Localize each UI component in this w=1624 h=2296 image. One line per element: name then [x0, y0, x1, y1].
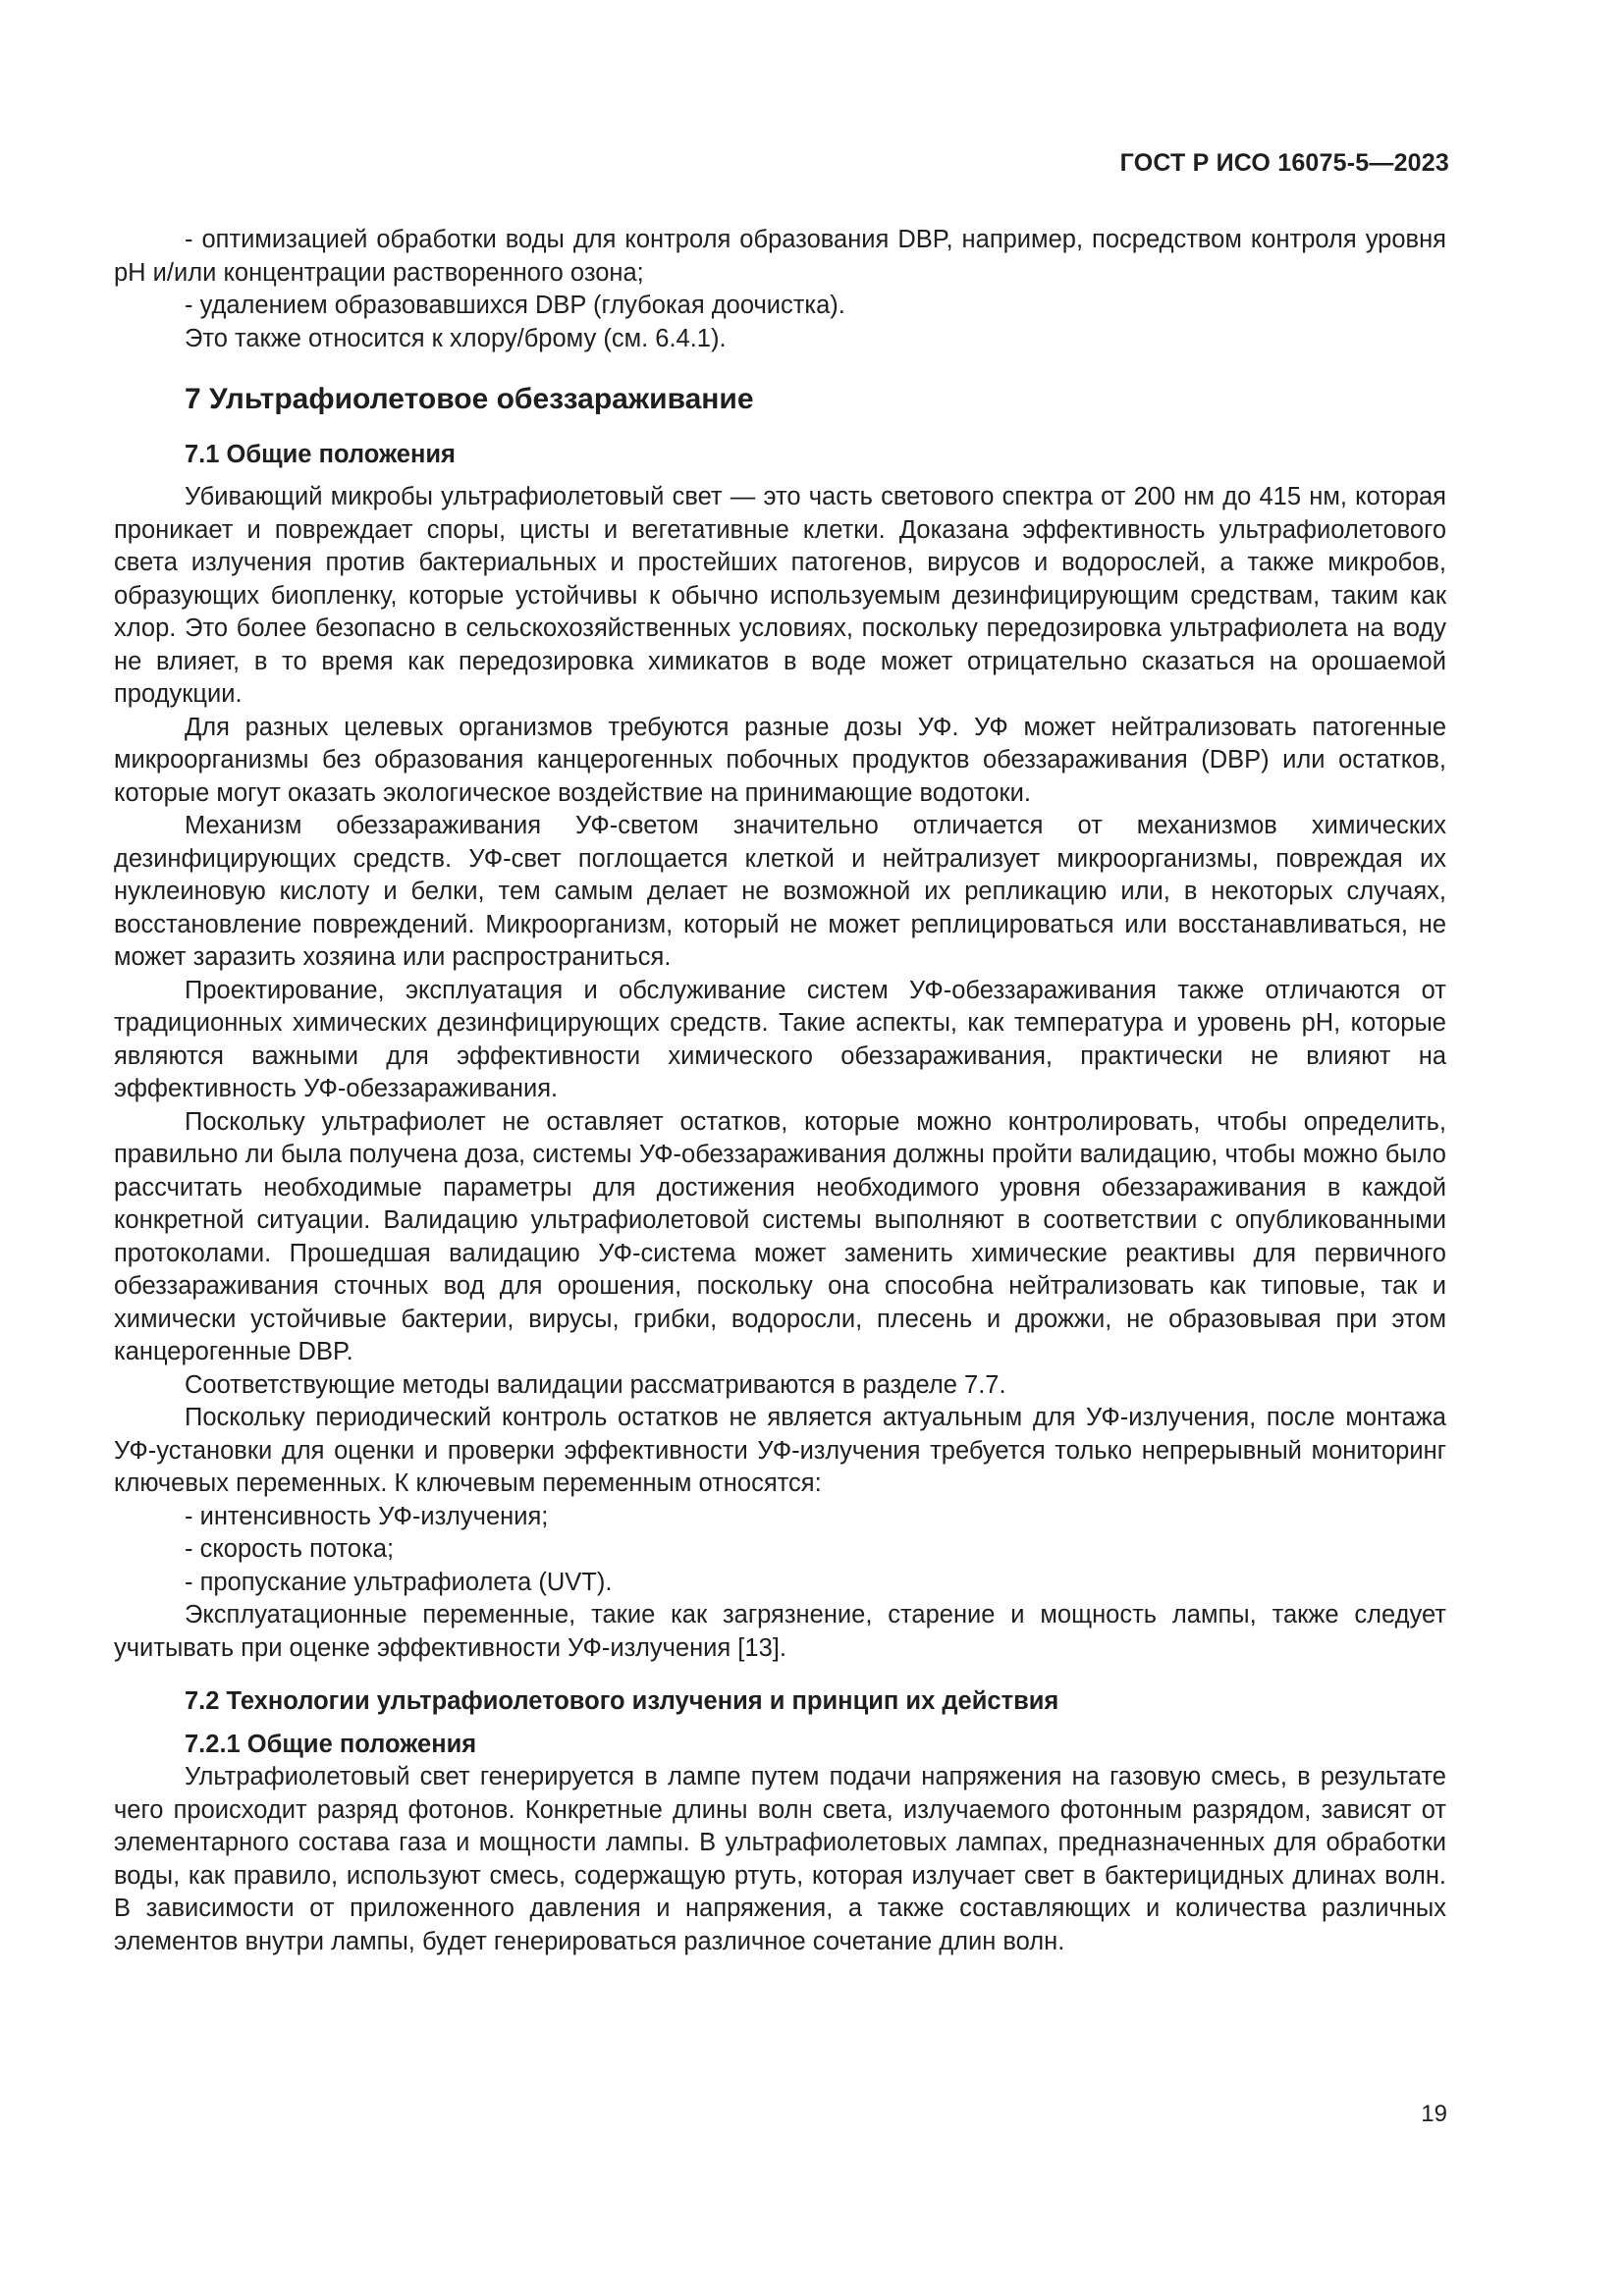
paragraph: Для разных целевых организмов требуются разные дозы УФ. УФ может нейтрализовать патогенные микроорганизмы без образования канцерогенных побочных продуктов обеззараживания (DBP) или остатков, которые могут оказать экологическое воздействие на принимающие водотоки. [114, 713, 1446, 807]
section-heading: 7 Ультрафиолетовое обеззараживание [185, 383, 754, 415]
paragraph: Проектирование, эксплуатация и обслуживание систем УФ-обеззараживания также отличаются от традиционных химических дезинфицирующих средств. Такие аспекты, как температура и уровень pH, которые являются важными для эффективности химического обеззараживания, практически не влияют на эффективность УФ-обеззараживания. [114, 976, 1446, 1102]
paragraph: Механизм обеззараживания УФ-светом значительно отличается от механизмов химических дезинфицирующих средств. УФ-свет поглощается клеткой и нейтрализует микроорганизмы, повреждая их нуклеиновую кислоту и белки, тем самым делает не возможной их репликацию или, в некоторых случаях, восстановление повреждений. Микроорганизм, который не может реплицироваться или восстанавливаться, не может заразить хозяина или распространиться. [114, 812, 1446, 971]
paragraph: Соответствующие методы валидации рассматриваются в разделе 7.7. [185, 1370, 1006, 1399]
paragraph: Эксплуатационные переменные, такие как загрязнение, старение и мощность лампы, также следует учитывать при оценке эффективности УФ-излучения [13]. [114, 1601, 1446, 1662]
paragraph: Это также относится к хлору/брому (см. 6.4.1). [185, 324, 727, 352]
list-item: - оптимизацией обработки воды для контроля образования DBP, например, посредством контроля уровня pH и/или концентрации растворенного озона; [114, 226, 1446, 287]
paragraph: Ультрафиолетовый свет генерируется в лампе путем подачи напряжения на газовую смесь, в результате чего происходит разряд фотонов. Конкретные длины волн света, излучаемого фотонным разрядом, зависят от элементарного состава газа и мощности лампы. В ультрафиолетовых лампах, предназначенных для обработки воды, как правило, используют смесь, содержащую ртуть, которая излучает свет в бактерицидных длинах волн. В зависимости от приложенного давления и напряжения, а также составляющих и количества различных элементов внутри лампы, будет генерироваться различное сочетание длин волн. [114, 1763, 1446, 1955]
paragraph: Поскольку ультрафиолет не оставляет остатков, которые можно контролировать, чтобы определить, правильно ли была получена доза, системы УФ-обеззараживания должны пройти валидацию, чтобы можно было рассчитать необходимые параметры для достижения необходимого уровня обеззараживания в каждой конкретной ситуации. Валидацию ультрафиолетовой системы выполняют в соответствии с опубликованными протоколами. Прошедшая валидацию УФ-система может заменить химические реактивы для первичного обеззараживания сточных вод для орошения, поскольку она способна нейтрализовать как типовые, так и химически устойчивые бактерии, вирусы, грибки, водоросли, плесень и дрожжи, не образовывая при этом канцерогенные DBP. [114, 1107, 1446, 1365]
paragraph: Убивающий микробы ультрафиолетовый свет — это часть светового спектра от 200 нм до 415 нм, которая проникает и повреждает споры, цисты и вегетативные клетки. Доказана эффективность ультрафиолетового света излучения против бактериальных и простейших патогенов, вирусов и водорослей, а также микробов, образующих биопленку, которые устойчивы к обычно используемым дезинфицирующим средствам, таким как хлор. Это более безопасно в сельскохозяйственных условиях, поскольку передозировка ультрафиолета на воду не влияет, в то время как передозировка химикатов в воде может отрицательно сказаться на орошаемой продукции. [114, 483, 1446, 708]
subsubsection-heading: 7.2.1 Общие положения [185, 1731, 477, 1758]
list-item: - пропускание ультрафиолета (UVT). [185, 1568, 613, 1596]
list-item: - удалением образовавшихся DBP (глубокая доочистка). [185, 292, 845, 319]
paragraph: Поскольку периодический контроль остатков не является актуальным для УФ-излучения, после монтажа УФ-установки для оценки и проверки эффективности УФ-излучения требуется только непрерывный мониторинг ключевых переменных. К ключевым переменным относятся: [114, 1404, 1446, 1497]
document-code-header: ГОСТ Р ИСО 16075-5—2023 [1119, 149, 1449, 177]
list-item: - интенсивность УФ-излучения; [185, 1502, 549, 1530]
page-number: 19 [1421, 2101, 1447, 2127]
subsection-heading: 7.1 Общие положения [185, 441, 456, 468]
document-body [114, 224, 1446, 1958]
list-item: - скорость потока; [185, 1535, 395, 1563]
subsection-heading: 7.2 Технологии ультрафиолетового излучения и принцип их действия [185, 1687, 1059, 1715]
